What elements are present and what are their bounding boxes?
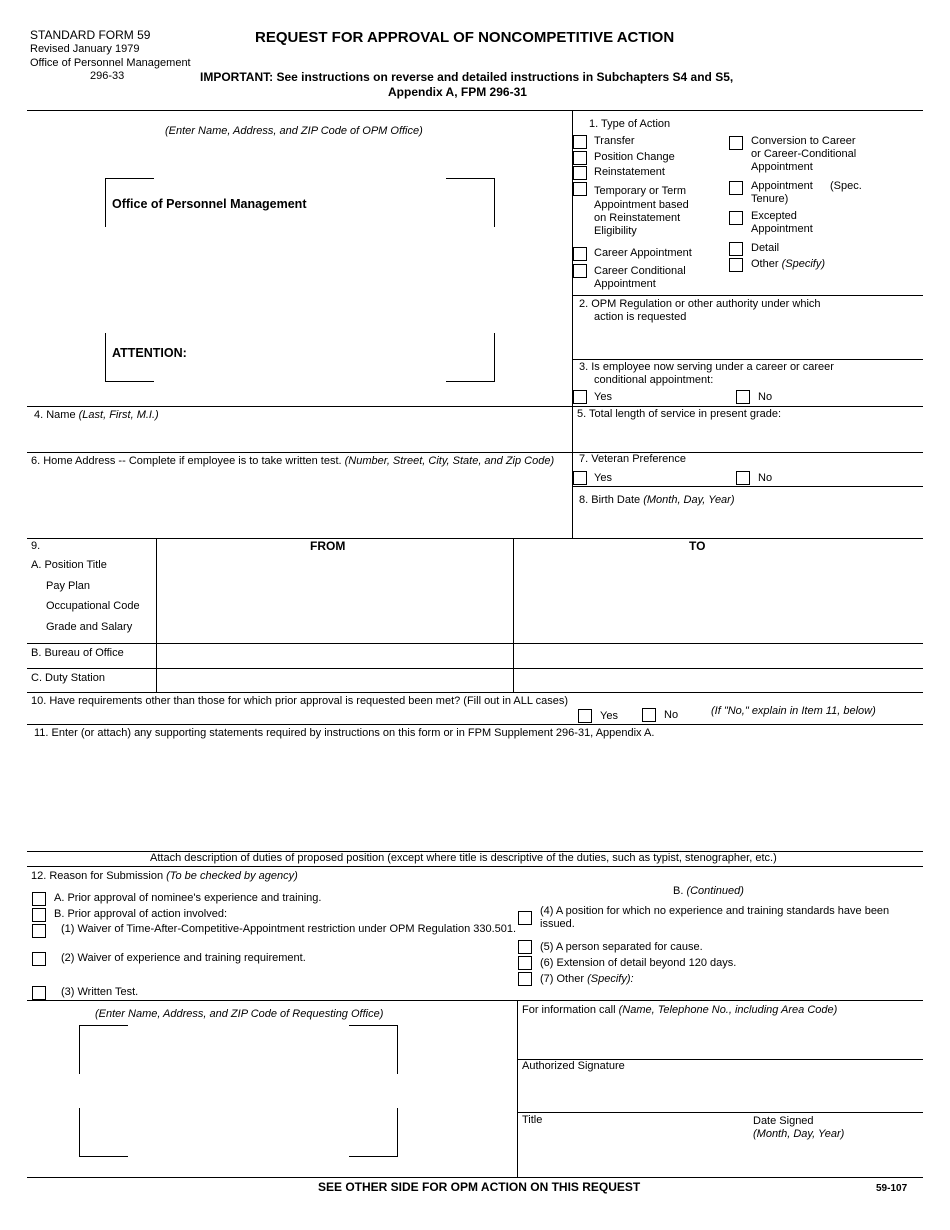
other-text: Other bbox=[751, 258, 779, 270]
important-notice-line2: Appendix A, FPM 296-31 bbox=[388, 85, 527, 99]
reason-b7-checkbox[interactable] bbox=[518, 972, 532, 986]
item3-yes-checkbox[interactable] bbox=[573, 390, 587, 404]
reason-b1-label: (1) Waiver of Time-After-Competitive-Appointment restriction under OPM Regulation 330.501. bbox=[61, 923, 517, 935]
temporary-term-label-3: on Reinstatement bbox=[594, 212, 681, 224]
information-call-label bbox=[522, 1004, 837, 1017]
item9-number: 9. bbox=[31, 540, 41, 552]
requesting-office-input[interactable] bbox=[84, 1030, 392, 1152]
other-checkbox[interactable] bbox=[729, 258, 743, 272]
birth-date-text: 8. Birth Date bbox=[579, 494, 644, 506]
reason-b2-checkbox[interactable] bbox=[32, 952, 46, 966]
reason-hint: (To be checked by agency) bbox=[166, 870, 298, 882]
position-change-label: Position Change bbox=[594, 151, 675, 163]
excepted-label-1: Excepted bbox=[751, 210, 797, 222]
requesting-office-instruction: (Enter Name, Address, and ZIP Code of Requesting Office) bbox=[95, 1008, 384, 1020]
excepted-label-2: Appointment bbox=[751, 223, 813, 235]
reason-b-checkbox[interactable] bbox=[32, 908, 46, 922]
career-conditional-label-2: Appointment bbox=[594, 278, 656, 290]
reason-b5-checkbox[interactable] bbox=[518, 940, 532, 954]
veteran-no-label: No bbox=[758, 472, 773, 484]
agency-name: Office of Personnel Management bbox=[30, 57, 191, 69]
reinstatement-label: Reinstatement bbox=[594, 166, 665, 178]
temporary-term-label-4: Eligibility bbox=[594, 225, 637, 237]
item10-no-label: No bbox=[664, 709, 679, 721]
pay-plan-label: Pay Plan bbox=[46, 580, 91, 592]
item10-no-checkbox[interactable] bbox=[642, 708, 656, 722]
home-address-text: 6. Home Address -- Complete if employee is to take written test. bbox=[31, 455, 345, 467]
to-duty-station-input[interactable] bbox=[517, 670, 917, 690]
date-signed-label: Date Signed bbox=[753, 1115, 814, 1127]
name-field-label bbox=[34, 409, 159, 422]
career-conditional-label-1: Career Conditional bbox=[594, 265, 686, 277]
reason-b6-label: (6) Extension of detail beyond 120 days. bbox=[540, 957, 737, 969]
reason-b7-label bbox=[540, 973, 634, 986]
authorized-signature-input[interactable] bbox=[522, 1075, 917, 1109]
from-bureau-input[interactable] bbox=[160, 646, 510, 666]
conversion-label-3: Appointment bbox=[751, 161, 813, 173]
appointment-spec-label: Appointment bbox=[751, 180, 813, 192]
supporting-statements-input[interactable] bbox=[31, 742, 919, 848]
reinstatement-checkbox[interactable] bbox=[573, 166, 587, 180]
from-header: FROM bbox=[310, 539, 346, 553]
birth-date-input[interactable] bbox=[579, 510, 917, 535]
date-signed-input[interactable] bbox=[753, 1143, 917, 1174]
footer-note: SEE OTHER SIDE FOR OPM ACTION ON THIS REQUEST bbox=[318, 1180, 641, 1194]
from-duty-station-input[interactable] bbox=[160, 670, 510, 690]
reason-b3-checkbox[interactable] bbox=[32, 986, 46, 1000]
information-call-text: For information call bbox=[522, 1004, 619, 1016]
spec-label: (Spec. bbox=[830, 180, 862, 192]
attach-description-note: Attach description of duties of proposed position (except where title is descriptive of the duties, such as typist, stenographer, etc.) bbox=[150, 852, 777, 864]
duty-station-label: C. Duty Station bbox=[31, 672, 105, 684]
detail-checkbox[interactable] bbox=[729, 242, 743, 256]
opm-office-name: Office of Personnel Management bbox=[112, 197, 307, 211]
reason-b-continued-hint: (Continued) bbox=[686, 885, 744, 897]
grade-salary-label: Grade and Salary bbox=[46, 621, 133, 633]
position-title-label: A. Position Title bbox=[31, 559, 107, 571]
transfer-label: Transfer bbox=[594, 135, 635, 147]
title-input[interactable] bbox=[522, 1130, 742, 1174]
reason-b-label: B. Prior approval of action involved: bbox=[54, 908, 228, 920]
career-appointment-label: Career Appointment bbox=[594, 247, 692, 259]
reason-b3-label: (3) Written Test. bbox=[61, 986, 139, 998]
item3-no-label: No bbox=[758, 391, 773, 403]
career-conditional-checkbox[interactable] bbox=[573, 264, 587, 278]
reason-b5-label: (5) A person separated for cause. bbox=[540, 941, 703, 953]
home-address-label bbox=[31, 455, 554, 468]
veteran-yes-label: Yes bbox=[594, 472, 612, 484]
reason-b2-label: (2) Waiver of experience and training requirement. bbox=[61, 952, 306, 964]
name-hint: (Last, First, M.I.) bbox=[78, 409, 159, 421]
title-label: Title bbox=[522, 1114, 543, 1126]
home-address-input[interactable] bbox=[31, 472, 566, 534]
item10-yes-checkbox[interactable] bbox=[578, 709, 592, 723]
tenure-label: Tenure) bbox=[751, 193, 789, 205]
to-position-input[interactable] bbox=[517, 555, 917, 640]
item2-label-1: 2. OPM Regulation or other authority under which bbox=[579, 298, 821, 310]
name-input[interactable] bbox=[34, 424, 564, 450]
form-code: 296-33 bbox=[90, 70, 125, 82]
birth-date-hint: (Month, Day, Year) bbox=[643, 494, 735, 506]
birth-date-label bbox=[579, 494, 735, 507]
to-header: TO bbox=[689, 539, 706, 553]
reason-b-continued bbox=[673, 885, 744, 898]
reason-b7-hint: (Specify): bbox=[587, 973, 634, 985]
type-of-action-label: 1. Type of Action bbox=[589, 118, 671, 130]
to-bureau-input[interactable] bbox=[517, 646, 917, 666]
career-appointment-checkbox[interactable] bbox=[573, 247, 587, 261]
reason-b1-checkbox[interactable] bbox=[32, 924, 46, 938]
temporary-term-label-1: Temporary or Term bbox=[594, 185, 687, 197]
item3-label-2: conditional appointment: bbox=[594, 374, 714, 386]
authorized-signature-label: Authorized Signature bbox=[522, 1060, 625, 1072]
appointment-spec-tenure-checkbox[interactable] bbox=[729, 181, 743, 195]
attention-label: ATTENTION: bbox=[112, 346, 187, 360]
reason-label bbox=[31, 870, 298, 883]
reason-a-checkbox[interactable] bbox=[32, 892, 46, 906]
conversion-checkbox[interactable] bbox=[729, 136, 743, 150]
important-text: See instructions on reverse and detailed instructions in Subchapters S4 and S5, bbox=[273, 70, 734, 84]
service-length-label: 5. Total length of service in present grade: bbox=[577, 408, 782, 420]
temporary-term-label-2: Appointment based bbox=[594, 199, 689, 211]
item3-yes-label: Yes bbox=[594, 391, 612, 403]
temporary-term-checkbox[interactable] bbox=[573, 182, 587, 196]
item10-label: 10. Have requirements other than those for which prior approval is requested been met? (Fill out in ALL cases) bbox=[31, 695, 569, 707]
veteran-no-checkbox[interactable] bbox=[736, 471, 750, 485]
reason-b4-label-2: issued. bbox=[540, 918, 575, 930]
reason-b6-checkbox[interactable] bbox=[518, 956, 532, 970]
name-label: 4. Name bbox=[34, 409, 79, 421]
information-call-hint: (Name, Telephone No., including Area Code) bbox=[618, 1004, 838, 1016]
reason-text: 12. Reason for Submission bbox=[31, 870, 167, 882]
occupational-code-label: Occupational Code bbox=[46, 600, 140, 612]
conversion-label-1: Conversion to Career bbox=[751, 135, 856, 147]
date-signed-hint: (Month, Day, Year) bbox=[753, 1128, 845, 1140]
veteran-preference-label: 7. Veteran Preference bbox=[579, 453, 687, 465]
form-number: STANDARD FORM 59 bbox=[30, 28, 151, 42]
item10-yes-label: Yes bbox=[600, 710, 618, 722]
item3-label-1: 3. Is employee now serving under a career or career bbox=[579, 361, 834, 373]
information-call-input[interactable] bbox=[522, 1020, 917, 1056]
reason-b4-checkbox[interactable] bbox=[518, 911, 532, 925]
opm-office-instruction: (Enter Name, Address, and ZIP Code of OPM Office) bbox=[165, 125, 423, 137]
item11-label: 11. Enter (or attach) any supporting statements required by instructions on this form or in FPM Supplement 296-31, Appendix A. bbox=[34, 727, 655, 739]
important-notice bbox=[200, 70, 733, 84]
other-label bbox=[751, 258, 825, 271]
from-position-input[interactable] bbox=[160, 555, 510, 640]
item2-label-2: action is requested bbox=[594, 311, 687, 323]
excepted-appointment-checkbox[interactable] bbox=[729, 211, 743, 225]
important-label: IMPORTANT: bbox=[200, 70, 274, 84]
reason-a-label: A. Prior approval of nominee's experience and training. bbox=[54, 892, 322, 904]
page-title: REQUEST FOR APPROVAL OF NONCOMPETITIVE ACTION bbox=[255, 29, 675, 46]
service-length-input[interactable] bbox=[577, 424, 917, 450]
footer-form-code: 59-107 bbox=[876, 1183, 908, 1194]
reason-b7-text: (7) Other bbox=[540, 973, 588, 985]
item10-note: (If "No," explain in Item 11, below) bbox=[711, 705, 876, 717]
other-specify-hint: (Specify) bbox=[781, 258, 825, 270]
reason-b4-label-1: (4) A position for which no experience and training standards have been bbox=[540, 905, 890, 917]
conversion-label-2: or Career-Conditional bbox=[751, 148, 857, 160]
bureau-label: B. Bureau of Office bbox=[31, 647, 124, 659]
revised-date: Revised January 1979 bbox=[30, 43, 140, 55]
reason-b-continued-text: B. bbox=[673, 885, 687, 897]
position-change-checkbox[interactable] bbox=[573, 151, 587, 165]
item3-no-checkbox[interactable] bbox=[736, 390, 750, 404]
veteran-yes-checkbox[interactable] bbox=[573, 471, 587, 485]
detail-label: Detail bbox=[751, 242, 780, 254]
home-address-hint: (Number, Street, City, State, and Zip Code) bbox=[344, 455, 555, 467]
transfer-checkbox[interactable] bbox=[573, 135, 587, 149]
